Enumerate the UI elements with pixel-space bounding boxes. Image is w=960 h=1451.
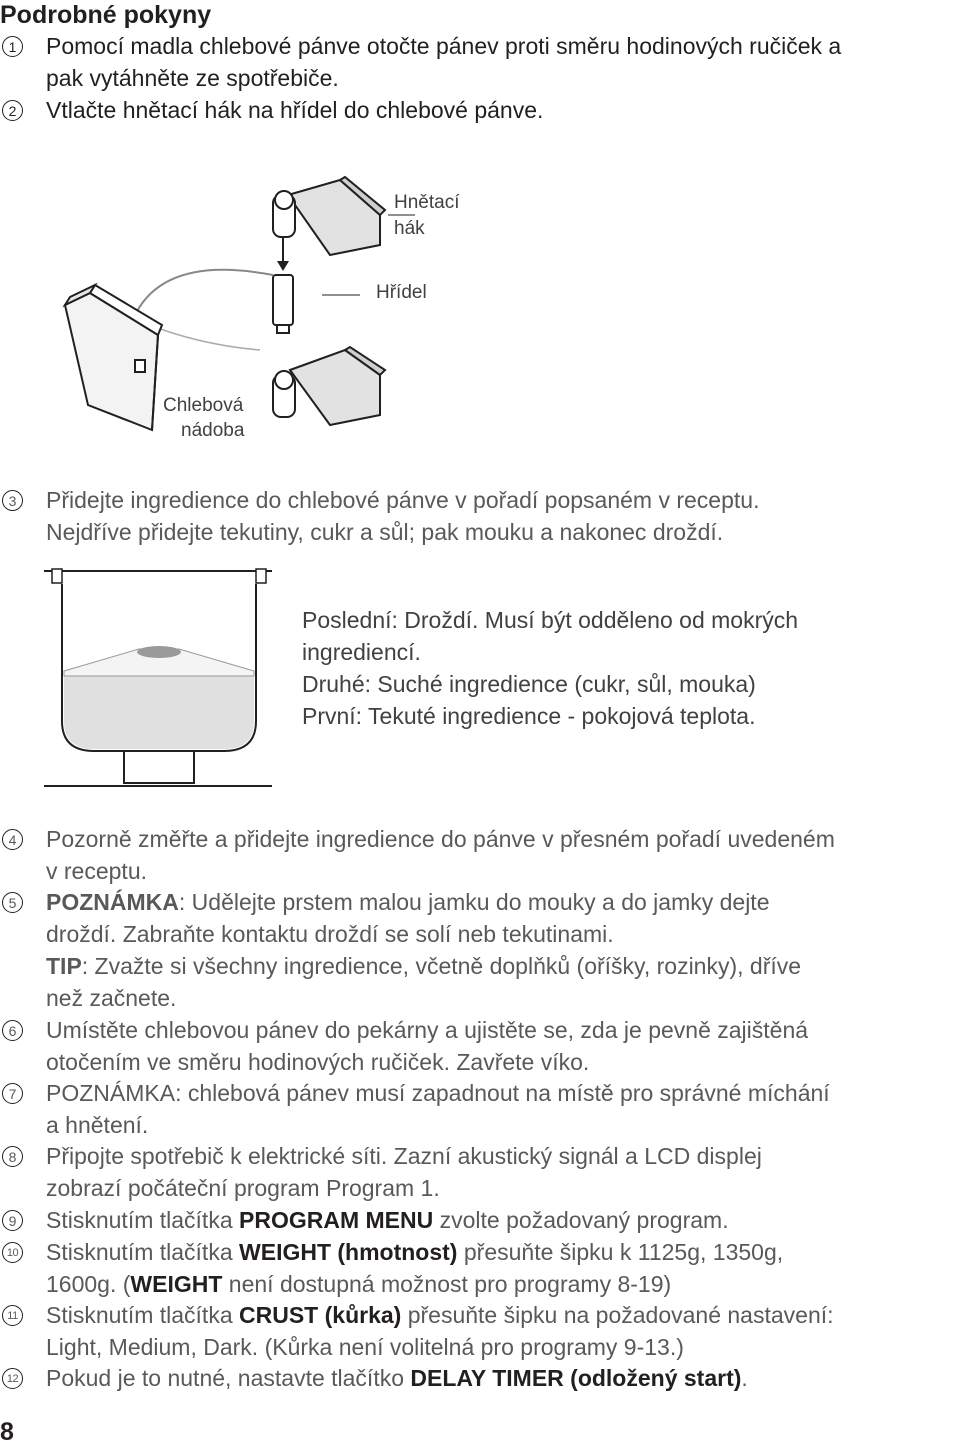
step-number: 11 [2,1305,23,1326]
layer-second-label: Druhé: Suché ingredience (cukr, sůl, mouka) [302,671,756,697]
step-number: 7 [2,1083,23,1104]
step-3 [0,484,960,548]
step-text: Pokud je to nutné, nastavte tlačítko [46,1365,411,1391]
step-text: : Zvažte si všechny ingredience, včetně doplňků (oříšky, rozinky), dříve [81,953,802,979]
step-text: Light, Medium, Dark. (Kůrka není volitelná pro programy 9-13.) [46,1334,684,1360]
step-number: 3 [2,490,23,511]
step-text: zvolte požadovaný program. [433,1207,729,1233]
button-name: WEIGHT [130,1271,223,1297]
step-10 [0,1236,960,1300]
step-text: Vtlačte hnětací hák na hřídel do chlebové pánve. [46,97,544,123]
step-text: není dostupná možnost pro programy 8-19) [222,1271,672,1297]
layer-last-label: ingrediencí. [302,639,421,665]
step-text: pak vytáhněte ze spotřebiče. [46,65,339,91]
step-text: Pomocí madla chlebové pánve otočte pánev proti směru hodinových ručiček a [46,33,842,59]
step-4 [0,823,960,887]
step-text: přesuňte šipku k 1125g, 1350g, [457,1239,784,1265]
step-text: otočením ve směru hodinových ručiček. Zavřete víko. [46,1049,590,1075]
step-12 [0,1362,960,1394]
step-text: Stisknutím tlačítka [46,1302,240,1328]
step-text: Nejdříve přidejte tekutiny, cukr a sůl; pak mouku a nakonec droždí. [46,519,724,545]
step-9 [0,1204,960,1236]
step-number: 6 [2,1020,23,1041]
step-text: Přidejte ingredience do chlebové pánve v pořadí popsaném v receptu. [46,487,760,513]
step-1 [0,30,960,94]
step-6 [0,1014,960,1078]
step-number: 12 [2,1368,23,1389]
step-8 [0,1140,960,1204]
step-text: přesuňte šipku na požadované nastavení: [401,1302,834,1328]
step-number: 8 [2,1146,23,1167]
pan-label: nádoba [181,420,245,441]
layer-last-label: Poslední: Droždí. Musí být odděleno od mokrých [302,607,799,633]
step-11 [0,1299,960,1363]
tip-label: TIP [46,953,82,979]
step-number: 9 [2,1210,23,1231]
button-name: CRUST (kůrka) [239,1302,402,1328]
step-number: 1 [2,36,23,57]
step-number: 5 [2,892,23,913]
step-text: v receptu. [46,858,147,884]
pan-label: Chlebová [163,395,244,416]
page-number: 8 [0,1418,14,1446]
step-text: Připojte spotřebič k elektrické síti. Zazní akustický signál a LCD displej [46,1143,762,1169]
step-text: : Udělejte prstem malou jamku do mouky a do jamky dejte [178,889,770,915]
hook-label: Hnětací [394,192,460,213]
step-5 [0,886,960,1014]
step-text: Umístěte chlebovou pánev do pekárny a ujistěte se, zda je pevně zajištěná [46,1017,809,1043]
step-text: Stisknutím tlačítka [46,1239,240,1265]
step-text: Pozorně změřte a přidejte ingredience do pánve v přesném pořadí uvedeném [46,826,835,852]
button-name: DELAY TIMER (odložený start) [410,1365,742,1391]
step-number: 2 [2,100,23,121]
button-name: WEIGHT (hmotnost) [239,1239,458,1265]
note-label: POZNÁMKA [46,889,179,915]
shaft-label: Hřídel [376,282,427,303]
step-text: než začnete. [46,985,177,1011]
step-text: . [741,1365,748,1391]
step-text: a hnětení. [46,1112,149,1138]
layer-first-label: První: Tekuté ingredience - pokojová teplota. [302,703,756,729]
step-7 [0,1077,960,1141]
step-text: zobrazí počáteční program Program 1. [46,1175,440,1201]
step-text: POZNÁMKA: chlebová pánev musí zapadnout na místě pro správné míchání [46,1080,830,1106]
ingredient-layers-diagram [44,566,274,792]
page-title: Podrobné pokyny [0,1,212,29]
step-text: Stisknutím tlačítka [46,1207,240,1233]
step-text: 1600g. ( [46,1271,131,1297]
hook-label: hák [394,218,425,239]
button-name: PROGRAM MENU [239,1207,434,1233]
step-number: 4 [2,829,23,850]
step-2 [0,94,960,126]
step-number: 10 [2,1242,23,1263]
step-text: droždí. Zabraňte kontaktu droždí se solí neb tekutinami. [46,921,614,947]
